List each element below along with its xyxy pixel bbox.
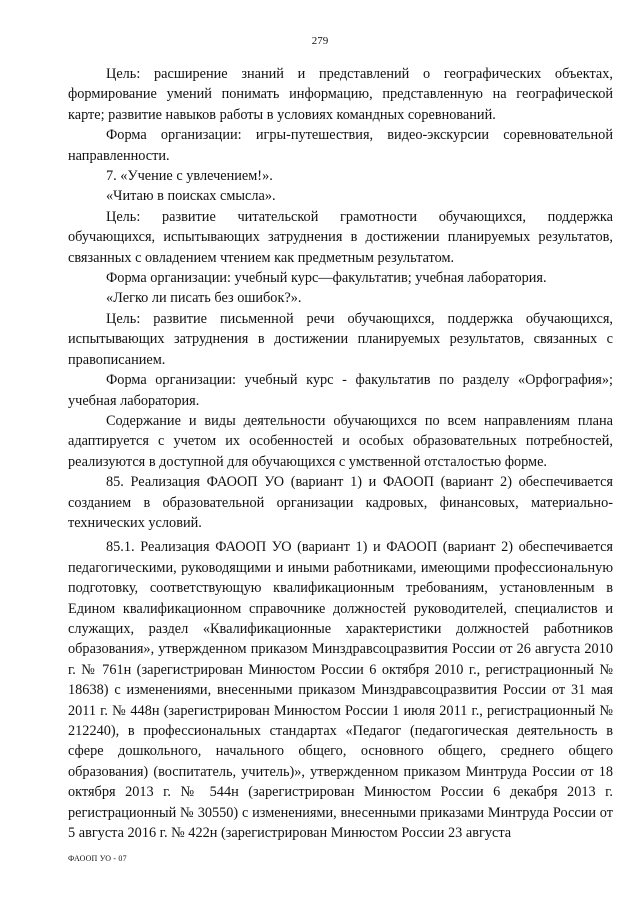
paragraph-section-85-1: 85.1. Реализация ФАООП УО (вариант 1) и ФАООП (вариант 2) обеспечивается педагогическими, руководящими и иными работниками, имеющими профессиональную подготовку, соответствующую квалификационным требованиям, установленным в Едином квалификационном справочнике должностей руководителей, специалистов и служащих, раздел «Квалификационные характеристики должностей работников образования», утвержденном приказом Минздравсоцразвития России от 26 августа 2010 г. № 761н (зарегистрирован Минюстом России 6 октября 2010 г., регистрационный № 18638) с изменениями, внесенными приказом Минздравсоцразвития России от 31 мая 2011 г. № 448н (зарегистрирован Минюстом России 1 июля 2011 г., регистрационный № 212240), в профессиональных стандартах «Педагог (педагогическая деятельность в сфере дошкольного, начального общего, основного общего, среднего общего образования) (воспитатель, учитель)», утвержденном приказом Минтруда России от 18 октября 2013 г. № 544н (зарегистрирован Минюстом России 6 декабря 2013 г. регистрационный № 30550) с изменениями, внесенными приказами Минтруда России от 5 августа 2016 г. № 422н (зарегистрирован Минюстом России 23 августа — [68, 539, 613, 842]
document-body — [68, 64, 613, 843]
paragraph-item-7: 7. «Учение с увлечением!». — [106, 168, 273, 185]
paragraph-goal-geography: Цель: расширение знаний и представлений о географических объектах, формирование умений понимать информацию, представленную на географической карте; развитие навыков работы в условиях командных соревнований. — [68, 66, 613, 123]
paragraph-course-writing: «Легко ли писать без ошибок?». — [106, 290, 302, 307]
paragraph-goal-reading: Цель: развитие читательской грамотности обучающихся, поддержка обучающихся, испытывающих затруднения в достижении планируемых результатов, связанных с овладением чтением как предметным результатом. — [68, 208, 613, 266]
paragraph-course-reading: «Читаю в поисках смысла». — [106, 188, 276, 205]
page-number: 279 — [311, 35, 329, 47]
document-footer: ФАООП УО - 07 — [68, 854, 127, 863]
paragraph-goal-writing: Цель: развитие письменной речи обучающихся, поддержка обучающихся, испытывающих затруднения в достижении планируемых результатов, связанных с правописанием. — [68, 310, 613, 368]
paragraph-form-writing: Форма организации: учебный курс - факультатив по разделу «Орфография»; учебная лаборатория. — [68, 372, 613, 409]
paragraph-section-85: 85. Реализация ФАООП УО (вариант 1) и ФАООП (вариант 2) обеспечивается созданием в образовательной организации кадровых, финансовых, материально-технических условий. — [68, 474, 613, 531]
paragraph-form-games: Форма организации: игры-путешествия, видео-экскурсии соревновательной направленности. — [68, 127, 613, 164]
paragraph-form-reading: Форма организации: учебный курс—факультатив; учебная лаборатория. — [106, 270, 547, 287]
paragraph-content-adaptation: Содержание и виды деятельности обучающихся по всем направлениям плана адаптируется с учетом их особенностей и особых образовательных потребностей, реализуются в доступной для обучающихся с умственной отсталостью форме. — [68, 412, 613, 470]
